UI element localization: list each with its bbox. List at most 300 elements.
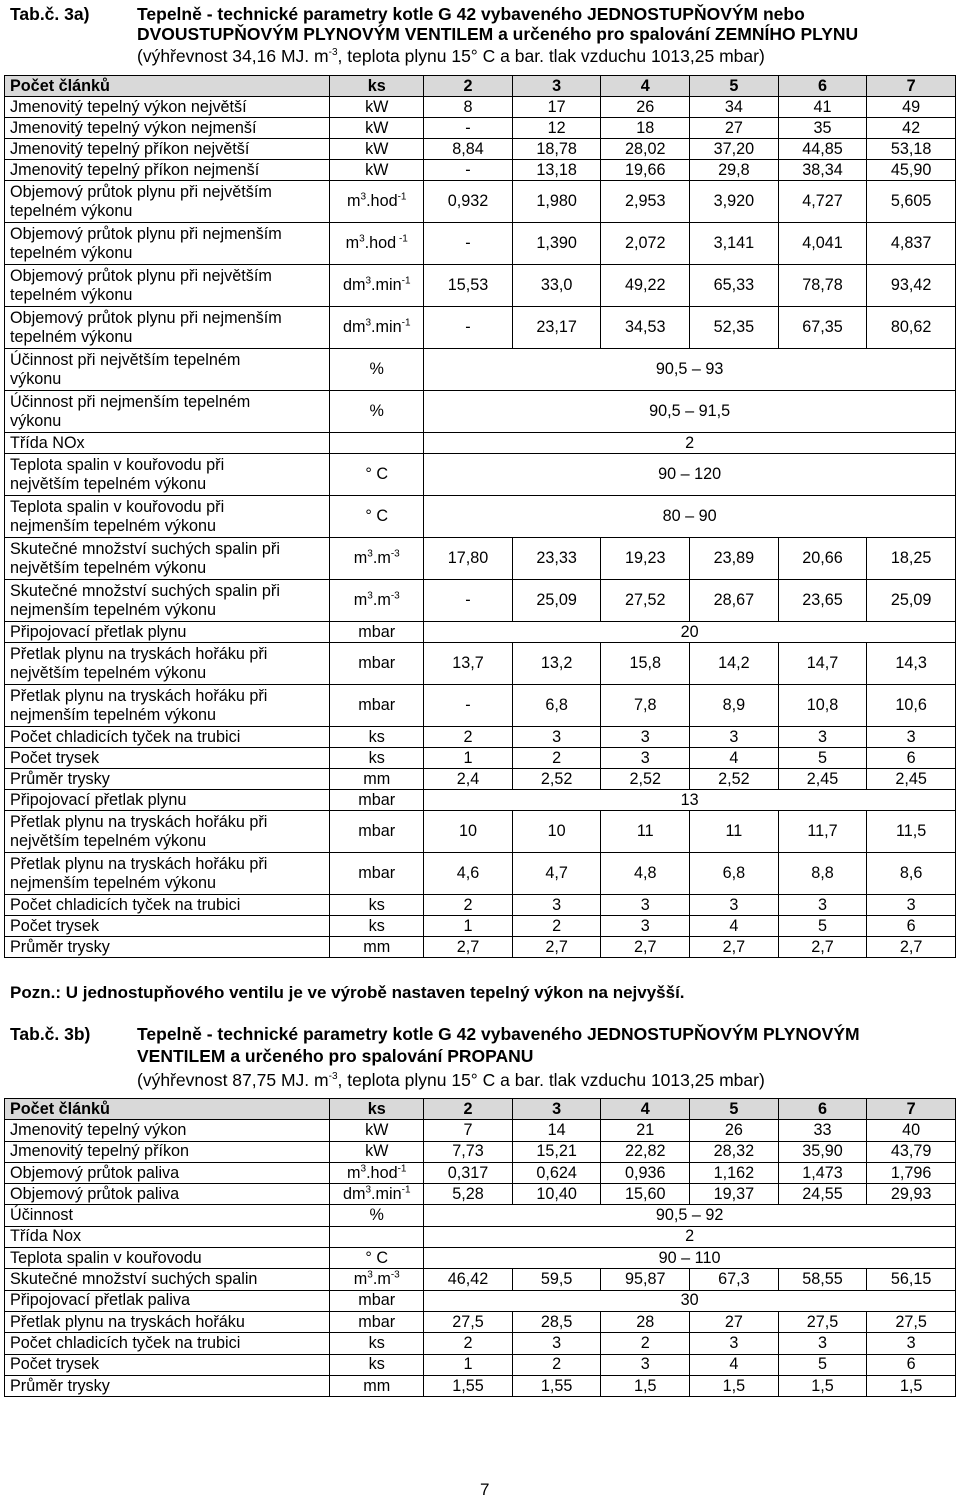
row-value: 7,8 [601,685,690,727]
row-merged-value: 90 – 120 [424,454,956,496]
row-value: 26 [690,1120,779,1141]
row-value: 29,8 [690,160,779,181]
row-value: 18 [601,118,690,139]
row-value: 13,2 [512,643,601,685]
table-row [5,1248,956,1269]
row-value: 67,35 [778,307,867,349]
row-value: 2,072 [601,223,690,265]
row-value: 3,141 [690,223,779,265]
row-value: 4 [690,916,779,937]
unit-exp: 3 [365,1184,372,1196]
row-unit: mbar [330,685,424,727]
unit-exp: -3 [390,548,400,560]
unit-exp: -1 [396,233,408,245]
header-value: 7 [867,76,956,97]
table-row [5,1290,956,1311]
table-b-subtitle-pre: (výhřevnost 87,75 MJ. m [137,1070,329,1090]
row-value: - [424,160,513,181]
row-value: 14 [512,1120,601,1141]
row-unit: mbar [330,853,424,895]
row-value: 33,0 [512,265,601,307]
row-unit: ° C [330,496,424,538]
row-value: 2 [512,916,601,937]
row-value: 1,5 [867,1375,956,1396]
table-row [5,160,956,181]
header-value: 3 [512,1099,601,1120]
row-value: 2,52 [512,769,601,790]
table-row [5,622,956,643]
table-b-subtitle [137,1070,765,1091]
unit-exp: 3 [359,233,365,245]
row-value: 11,7 [778,811,867,853]
row-name-line: výkonu [10,411,62,430]
table-header-row [5,1099,956,1120]
header-value: 6 [778,1099,867,1120]
row-value: 3 [601,727,690,748]
table-row [5,643,956,685]
table-b-label: Tab.č. 3b) [10,1024,91,1044]
row-name-line: Třída NOx [10,433,85,452]
table-row [5,307,956,349]
table-row [5,97,956,118]
table-row [5,391,956,433]
table-header-row [5,76,956,97]
header-name: Počet článků [5,76,330,97]
row-name [5,790,330,811]
header-name: Počet článků [5,1099,330,1120]
row-value: 6 [867,748,956,769]
row-unit: ° C [330,454,424,496]
row-value: 7 [424,1120,513,1141]
row-unit: ks [330,727,424,748]
row-name-line: Účinnost při největším tepelném [10,350,241,369]
row-unit [330,223,424,265]
row-value: 1 [424,748,513,769]
unit-exp: 3 [360,1163,367,1175]
row-value: 4,837 [867,223,956,265]
row-name [5,916,330,937]
row-name [5,1269,330,1290]
row-value: 45,90 [867,160,956,181]
row-value: 2,7 [601,937,690,958]
table-row [5,685,956,727]
row-value: 10 [512,811,601,853]
unit-exp: 3 [367,1269,373,1281]
row-name-line: Třída Nox [10,1227,82,1246]
row-name [5,1290,330,1311]
row-name-line: Objemový průtok plynu při nejmenším [10,308,282,327]
row-value: 28 [601,1311,690,1332]
unit-per: .min [371,318,402,336]
table-row [5,496,956,538]
row-value: 22,82 [601,1141,690,1162]
row-name-line: nejmenším tepelném výkonu [10,873,217,892]
row-value: 1,473 [778,1162,867,1183]
table-row [5,1311,956,1332]
row-value: 17 [512,97,601,118]
row-value: 2 [512,748,601,769]
row-value: 27,5 [867,1311,956,1332]
row-value: 2 [424,1333,513,1354]
row-name-line: Počet trysek [10,748,100,767]
row-name-line: Počet chladicích tyček na trubici [10,1333,241,1352]
row-name-line: výkonu [10,369,62,388]
row-unit [330,538,424,580]
row-value: 40 [867,1120,956,1141]
row-unit [330,307,424,349]
row-value: 2,52 [601,769,690,790]
row-value: 5 [778,916,867,937]
unit-exp: -3 [390,1269,400,1281]
row-name-line: Účinnost [10,1206,73,1225]
row-value: 3 [601,748,690,769]
table-row [5,139,956,160]
row-value: 2 [424,727,513,748]
row-value: 19,66 [601,160,690,181]
row-unit: mbar [330,622,424,643]
row-unit: mm [330,769,424,790]
row-name [5,643,330,685]
row-value: 8,84 [424,139,513,160]
row-value: 3 [690,727,779,748]
header-value: 3 [512,76,601,97]
row-name-line: Připojovací přetlak paliva [10,1291,190,1310]
table-a [4,75,956,958]
row-value: - [424,580,513,622]
row-name [5,496,330,538]
row-name [5,622,330,643]
row-name [5,118,330,139]
row-unit: ks [330,895,424,916]
row-value: 27,5 [778,1311,867,1332]
row-value: 2,7 [424,937,513,958]
row-value: 65,33 [690,265,779,307]
row-value: 3 [778,1333,867,1354]
row-name [5,811,330,853]
unit-base: m [345,234,360,252]
row-unit: % [330,349,424,391]
row-name-line: tepelném výkonu [10,285,133,304]
row-value: 5 [778,1354,867,1375]
table-row [5,118,956,139]
row-value: 2,52 [690,769,779,790]
table-b-title-line2: VENTILEM a určeného pro spalování PROPANU [137,1046,534,1066]
row-value: 43,79 [867,1141,956,1162]
row-name-line: Objemový průtok paliva [10,1163,180,1182]
row-name-line: největším tepelném výkonu [10,474,207,493]
row-name [5,937,330,958]
row-value: 1,796 [867,1162,956,1183]
row-name [5,727,330,748]
row-name [5,307,330,349]
unit-base: m [353,1270,368,1289]
row-value: 0,936 [601,1162,690,1183]
table-row [5,1226,956,1247]
row-unit: kW [330,160,424,181]
row-value: 4 [690,748,779,769]
row-unit: ° C [330,1248,424,1269]
row-value: 3 [778,727,867,748]
row-value: 1 [424,1354,513,1375]
row-value: 28,67 [690,580,779,622]
row-value: 25,09 [512,580,601,622]
row-value: 6 [867,916,956,937]
unit-per: .m [372,1270,391,1289]
row-name-line: Počet trysek [10,916,100,935]
row-value: 1,5 [601,1375,690,1396]
unit-exp: 3 [360,191,367,203]
row-name-line: Přetlak plynu na tryskách hořáku při [10,686,268,705]
table-a-subtitle-post: , teplota plynu 15° C a bar. tlak vzduchu 1013,25 mbar) [337,46,765,66]
row-unit: kW [330,139,424,160]
table-b-title-line1: Tepelně - technické parametry kotle G 42 vybaveného JEDNOSTUPŇOVÝM PLYNOVÝM [137,1024,860,1044]
table-a-heading [10,4,958,68]
row-value: 14,7 [778,643,867,685]
unit-per: .hod [366,192,398,210]
unit-exp: -1 [401,275,411,287]
row-value: 27 [690,1311,779,1332]
unit-exp: -1 [401,317,411,329]
row-unit: % [330,1205,424,1226]
row-name-line: Jmenovitý tepelný příkon nejmenší [10,160,260,179]
row-unit: mbar [330,1311,424,1332]
header-unit: ks [330,1099,424,1120]
row-value: 8,8 [778,853,867,895]
row-value: 23,17 [512,307,601,349]
row-value: - [424,223,513,265]
row-merged-value: 30 [424,1290,956,1311]
row-value: 2,45 [867,769,956,790]
row-name [5,1311,330,1332]
row-value: 18,78 [512,139,601,160]
table-row [5,853,956,895]
row-value: 33 [778,1120,867,1141]
row-value: 28,5 [512,1311,601,1332]
row-value: 3 [867,1333,956,1354]
table-row [5,937,956,958]
row-value: 1,5 [690,1375,779,1396]
row-unit: kW [330,118,424,139]
row-unit [330,580,424,622]
table-b-subtitle-exp: -3 [328,1071,338,1083]
row-name-line: Počet chladicích tyček na trubici [10,895,241,914]
row-name-line: Účinnost při nejmenším tepelném [10,392,251,411]
row-value: 3 [512,727,601,748]
note: Pozn.: U jednostupňového ventilu je ve výrobě nastaven tepelný výkon na nejvyšší. [10,983,685,1002]
row-unit: ks [330,1354,424,1375]
row-name-line: Skutečné množství suchých spalin [10,1270,258,1289]
row-value: 3 [601,916,690,937]
row-value: 1,162 [690,1162,779,1183]
row-value: 67,3 [690,1269,779,1290]
row-value: 25,09 [867,580,956,622]
row-name-line: Připojovací přetlak plynu [10,790,187,809]
table-row [5,895,956,916]
row-value: 38,34 [778,160,867,181]
row-value: 49,22 [601,265,690,307]
row-value: 2,45 [778,769,867,790]
table-b-subtitle-post: , teplota plynu 15° C a bar. tlak vzduchu 1013,25 mbar) [337,1070,765,1090]
row-name-line: Objemový průtok plynu při největším [10,182,272,201]
row-merged-value: 2 [424,433,956,454]
row-value: 53,18 [867,139,956,160]
row-value: - [424,685,513,727]
row-name [5,895,330,916]
row-value: 6,8 [690,853,779,895]
row-name-line: Přetlak plynu na tryskách hořáku při [10,812,268,831]
header-value: 5 [690,76,779,97]
row-value: 11 [690,811,779,853]
table-row [5,265,956,307]
row-name [5,748,330,769]
table-row [5,1141,956,1162]
row-merged-value: 90,5 – 91,5 [424,391,956,433]
row-value: 34,53 [601,307,690,349]
row-unit [330,1269,424,1290]
row-value: - [424,307,513,349]
row-value: 56,15 [867,1269,956,1290]
row-value: 15,60 [601,1184,690,1205]
row-name-line: největším tepelném výkonu [10,558,207,577]
row-unit [330,1226,424,1247]
row-value: 15,21 [512,1141,601,1162]
table-b-heading [10,1024,958,1092]
table-a-title-line2: DVOUSTUPŇOVÝM PLYNOVÝM VENTILEM a určeného pro spalování ZEMNÍHO PLYNU [137,24,859,44]
table-row [5,538,956,580]
row-name-line: Přetlak plynu na tryskách hořáku při [10,644,268,663]
row-value: 1,980 [512,181,601,223]
row-name [5,580,330,622]
row-name-line: Skutečné množství suchých spalin při [10,581,280,600]
table-row [5,790,956,811]
row-value: 20,66 [778,538,867,580]
row-unit: mbar [330,811,424,853]
unit-exp: -1 [397,191,407,203]
unit-exp: 3 [367,590,373,602]
row-value: 3 [867,895,956,916]
unit-exp: 3 [365,317,372,329]
row-value: 8,6 [867,853,956,895]
row-unit [330,265,424,307]
header-unit: ks [330,76,424,97]
unit-base: m [353,549,368,567]
row-value: 3 [601,1354,690,1375]
row-value: 35,90 [778,1141,867,1162]
page-number: 7 [480,1480,490,1499]
row-value: 28,32 [690,1141,779,1162]
table-a-title-line1: Tepelně - technické parametry kotle G 42 vybaveného JEDNOSTUPŇOVÝM nebo [137,4,805,24]
row-name-line: Jmenovitý tepelný výkon největší [10,97,247,116]
table-row [5,1375,956,1396]
row-value: - [424,118,513,139]
row-name [5,97,330,118]
row-value: 15,8 [601,643,690,685]
table-row [5,916,956,937]
row-value: 34 [690,97,779,118]
row-value: 19,23 [601,538,690,580]
unit-base: m [347,1163,361,1182]
unit-exp: 3 [365,275,372,287]
table-row [5,727,956,748]
table-row [5,811,956,853]
row-value: 49 [867,97,956,118]
row-value: 23,65 [778,580,867,622]
row-value: 2 [601,1333,690,1354]
row-value: 1,5 [778,1375,867,1396]
row-name-line: tepelném výkonu [10,201,133,220]
table-row [5,580,956,622]
row-name-line: Skutečné množství suchých spalin při [10,539,280,558]
row-value: 3,920 [690,181,779,223]
row-value: 1,55 [512,1375,601,1396]
table-row [5,433,956,454]
row-value: 14,3 [867,643,956,685]
unit-base: dm [342,276,366,294]
unit-base: dm [342,1184,366,1203]
row-value: 80,62 [867,307,956,349]
table-row [5,1354,956,1375]
unit-exp: -1 [401,1184,411,1196]
row-unit: mm [330,937,424,958]
table-row [5,769,956,790]
unit-per: .min [371,1184,402,1203]
row-value: 3 [601,895,690,916]
row-value: 44,85 [778,139,867,160]
row-value: 8 [424,97,513,118]
row-value: 1,55 [424,1375,513,1396]
table-row [5,1120,956,1141]
unit-per: .m [372,591,391,609]
header-value: 6 [778,76,867,97]
row-unit: kW [330,1120,424,1141]
row-value: 95,87 [601,1269,690,1290]
table-row [5,1184,956,1205]
row-value: 21 [601,1120,690,1141]
row-unit: ks [330,748,424,769]
row-value: 0,624 [512,1162,601,1183]
row-merged-value: 2 [424,1226,956,1247]
row-value: 4 [690,1354,779,1375]
table-row [5,748,956,769]
table-row [5,223,956,265]
row-unit [330,433,424,454]
row-name-line: nejmenším tepelném výkonu [10,600,217,619]
row-name-line: Přetlak plynu na tryskách hořáku při [10,854,268,873]
row-unit: ks [330,916,424,937]
row-unit: kW [330,97,424,118]
row-value: 3 [690,1333,779,1354]
row-value: 27 [690,118,779,139]
row-value: 8,9 [690,685,779,727]
row-unit: kW [330,1141,424,1162]
row-value: 10,6 [867,685,956,727]
row-name-line: Přetlak plynu na tryskách hořáku [10,1312,245,1331]
row-name [5,349,330,391]
row-name [5,433,330,454]
row-name-line: nejmenším tepelném výkonu [10,705,217,724]
row-value: 10,8 [778,685,867,727]
row-name [5,1184,330,1205]
row-value: 1 [424,916,513,937]
row-value: 4,8 [601,853,690,895]
table-row [5,1269,956,1290]
row-value: 46,42 [424,1269,513,1290]
row-name-line: tepelném výkonu [10,327,133,346]
row-value: 2,4 [424,769,513,790]
row-name-line: největším tepelném výkonu [10,831,207,850]
table-a-subtitle-pre: (výhřevnost 34,16 MJ. m [137,46,329,66]
row-value: 3 [512,1333,601,1354]
